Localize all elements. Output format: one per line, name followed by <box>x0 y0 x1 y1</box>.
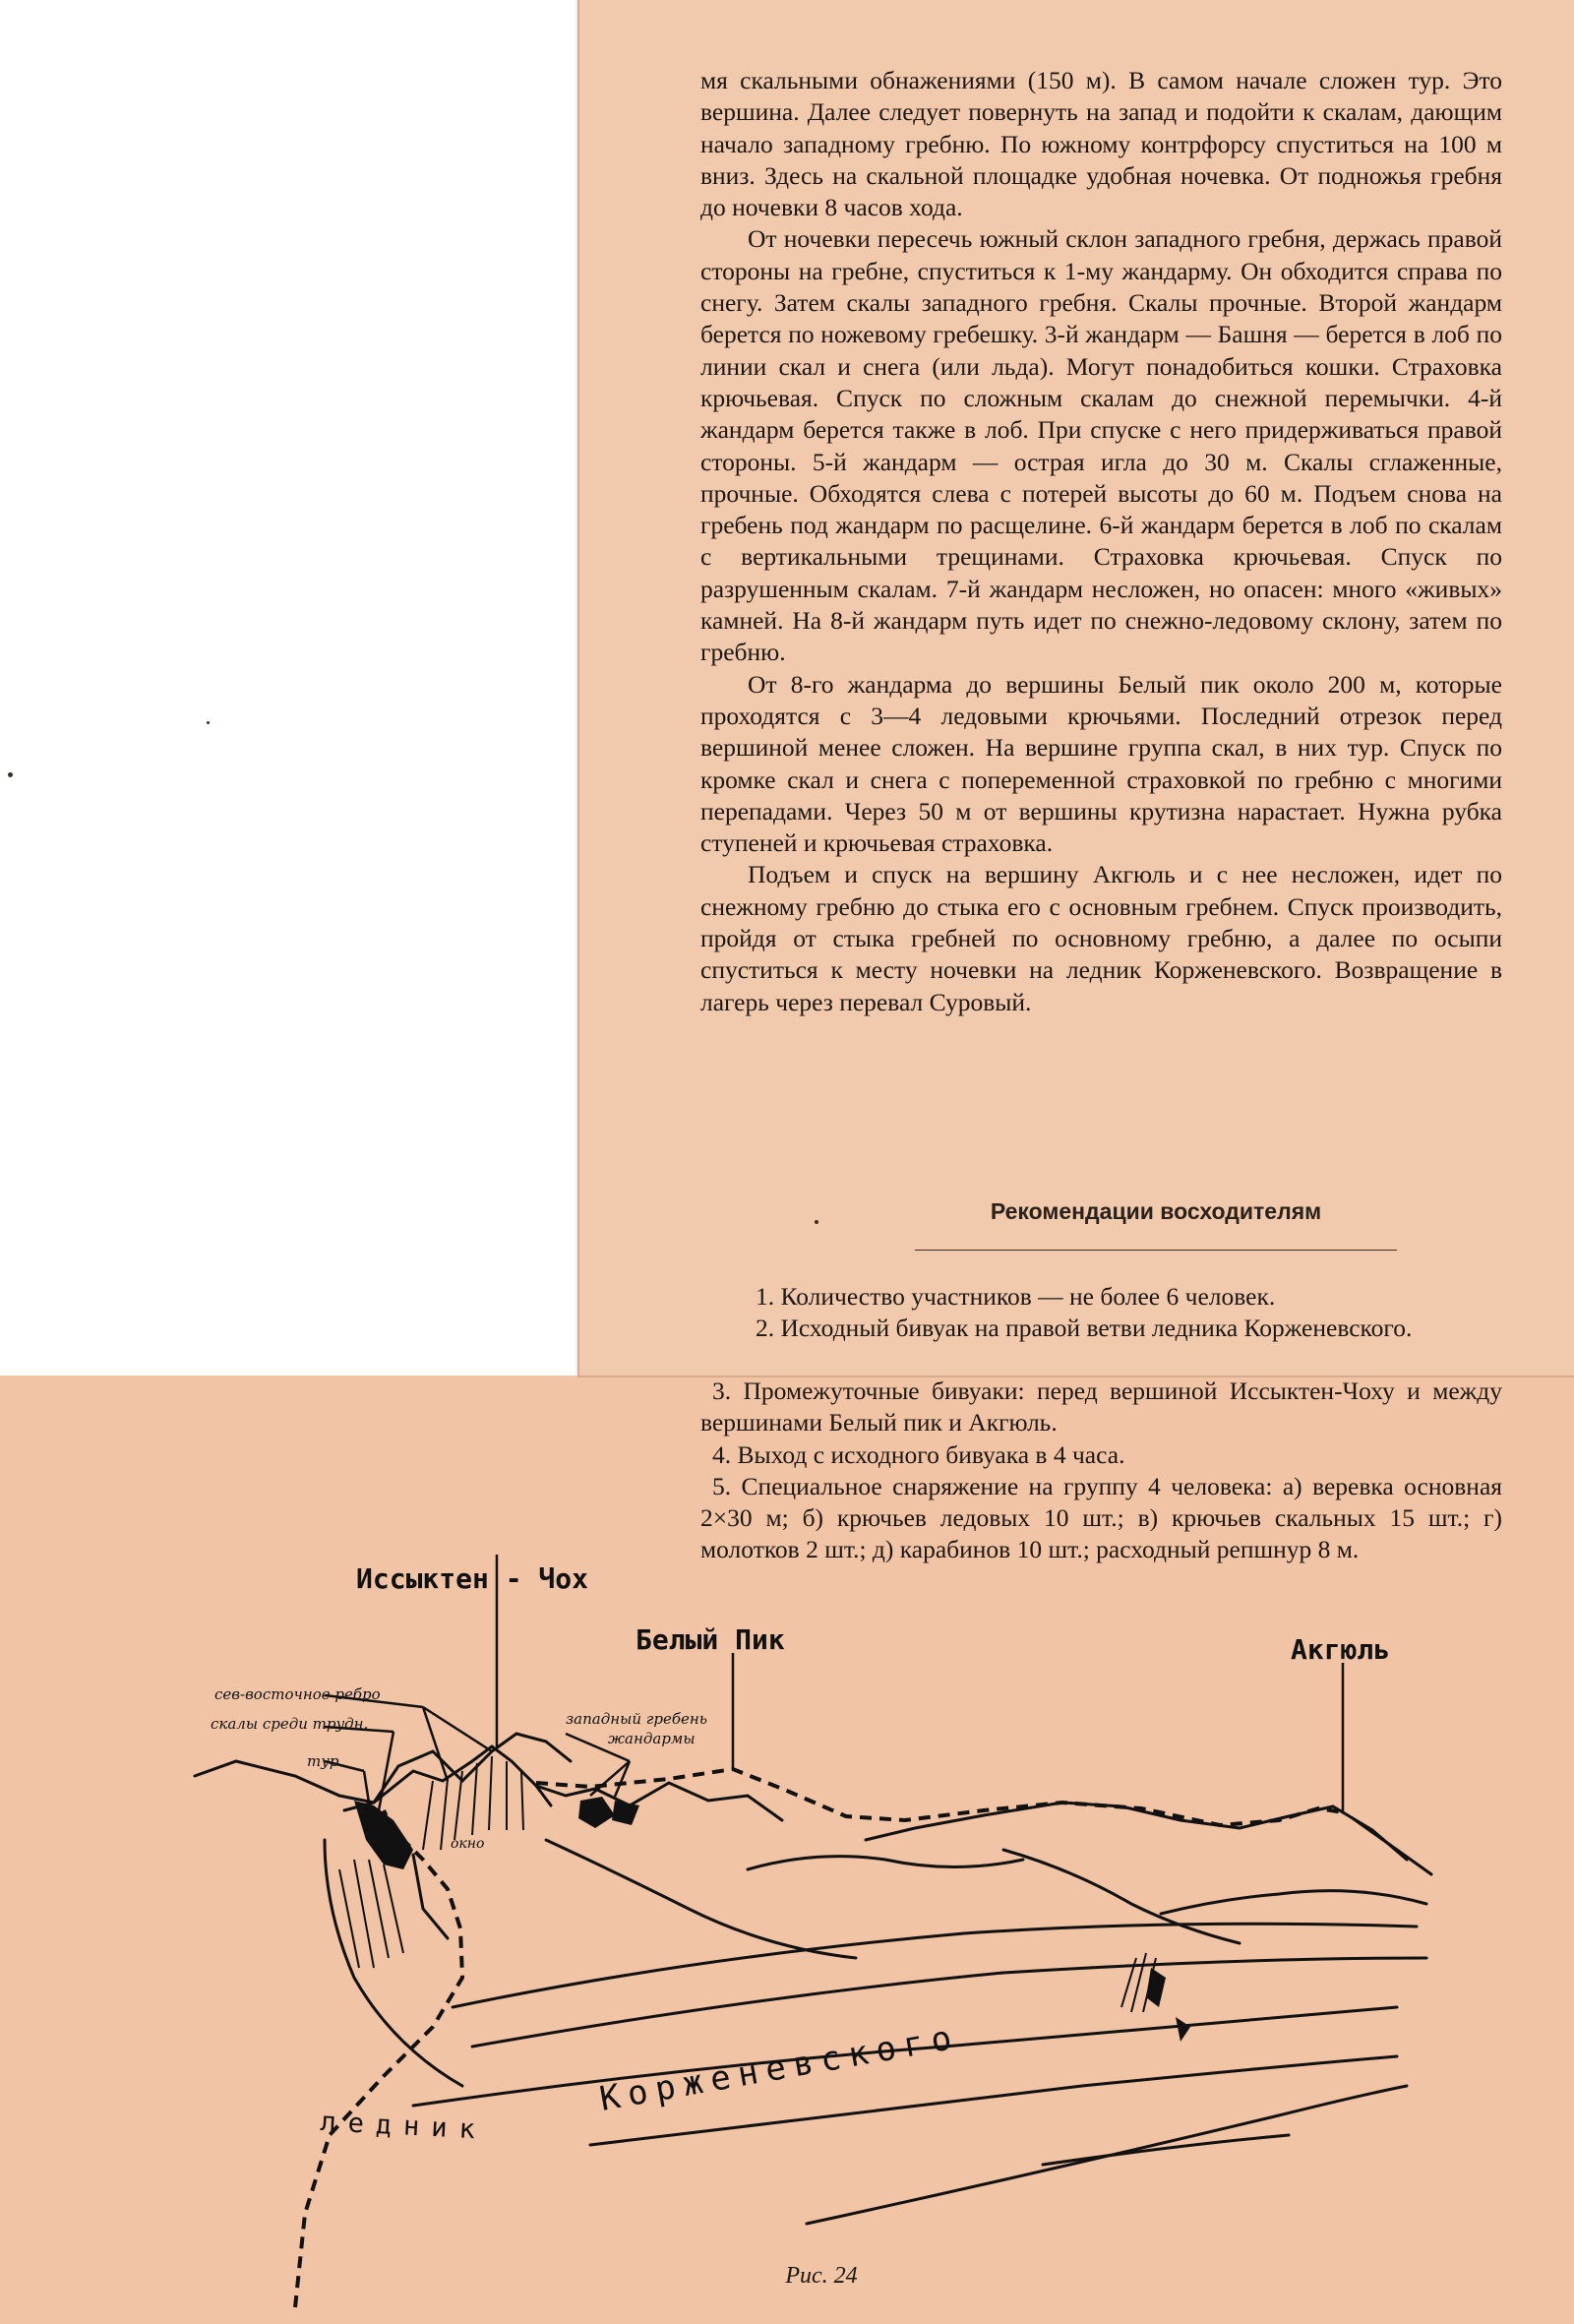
speck <box>207 721 210 724</box>
leader-line <box>423 1707 448 1781</box>
glacier-label-word1: ледник <box>319 2107 488 2146</box>
note-okno: окно <box>451 1836 485 1852</box>
note-rocks: скалы среди трудн. <box>211 1715 369 1733</box>
note-ne-rib: сев-восточное ребро <box>214 1685 381 1703</box>
glacier-line <box>453 1924 1417 2007</box>
paragraph: мя скальными обнажениями (150 м). В самом начале сложен тур. Это вершина. Далее следует повернуть на запад и подойти к скалам, дающим начало западному гребню. По южному контрфорсу спуститься на 100 м вниз. Здесь на скальной площадке удобная ночевка. От подножья гребня до ночевки 8 часов хода. <box>700 66 1502 222</box>
ridge-line <box>536 1783 782 1820</box>
leader-line <box>364 1771 369 1803</box>
ridge-line <box>866 1803 1431 1874</box>
paragraph: Подъем и спуск на вершину Акгюль и с нее несложен, идет по снежному гребню до стыка его с основным гребнем. Спуск производить, пройдя от стыка гребней по основному гребню, а далее по осыпи спуститься к месту ночевки на ледник Корженевского. Возвращение в лагерь через перевал Суровый. <box>700 860 1502 1016</box>
list-item: 5. Специальное снаряжение на группу 4 человека: а) веревка основная 2×30 м; б) крючьев ледовых 10 шт.; в) крючьев скальных 15 шт.; г) молотков 2 шт.; д) карабинов 10 шт.; расходный репшнур 8 м. <box>700 1471 1502 1564</box>
heading-rule <box>915 1250 1397 1251</box>
caption-text: Рис. 24 <box>785 2263 858 2289</box>
list-item: 1. Количество участников — не более 6 человек. <box>756 1282 1276 1311</box>
peak-label-issykten: Иссыктен - Чох <box>356 1562 589 1595</box>
list-item: 2. Исходный бивуак на правой ветви ледника Корженевского. <box>756 1314 1413 1343</box>
peak-label-bely: Белый Пик <box>636 1623 785 1656</box>
hatching <box>1121 1953 1156 2012</box>
speck <box>8 772 13 777</box>
mountain-sketch <box>0 1376 1574 2324</box>
rock-mass <box>612 1801 639 1825</box>
list-item: 3. Промежуточные бивуаки: перед вершиной Иссыктен-Чоху и между вершинами Белый пик и Акгюль. <box>700 1376 1502 1437</box>
glacier-label-word2: Корженевского <box>596 2017 963 2119</box>
note-tur: тур <box>307 1752 339 1770</box>
list-item: 4. Выход с исходного бивуака в 4 часа. <box>712 1439 1125 1469</box>
glacier-line <box>1043 2135 1289 2165</box>
recommendations-list-part1 <box>700 1281 1502 1345</box>
paragraph: От 8-го жандарма до вершины Белый пик около 200 м, которые проходятся с 3—4 ледовыми крючьями. Последний отрезок перед вершиной менее сложен. На вершине группа скал, в них тур. Спуск по кромке скал и снега с попеременной страховкой по гребню с многими перепадами. Через 50 м от вершины крутизна нарастает. Нужна рубка ступеней и крючьевая страховка. <box>700 669 1502 858</box>
rock-mass <box>1176 2017 1190 2042</box>
route-description <box>700 65 1502 1018</box>
speck <box>815 1220 818 1224</box>
glacier-line <box>325 1840 462 2086</box>
figure-caption <box>0 2263 1574 2290</box>
hatching <box>339 1860 403 1968</box>
slope-line <box>748 1857 1023 1869</box>
slope-line <box>1161 1891 1426 1914</box>
white-backing-sheet <box>0 0 575 1488</box>
section-heading: Рекомендации восходителям <box>990 1198 1322 1224</box>
leader-line <box>379 1732 394 1810</box>
peak-label-akgyul: Акгюль <box>1291 1633 1391 1666</box>
note-gendarmes: жандармы <box>608 1730 696 1747</box>
leader-line <box>423 1707 492 1751</box>
paragraph: От ночевки пересечь южный склон западного гребня, держась правой стороны на гребне, спуститься к 1-му жандарму. Он обходится справа по снегу. Затем скалы западного гребня. Скалы прочные. Второй жандарм берется по ножевому гребешку. 3-й жандарм — Башня — берется в лоб по линии скал и снега (или льда). Могут понадобиться кошки. Страховка крючьевая. Спуск по сложным скалам до снежной перемычки. 4-й жандарм берется также в лоб. При спуске с него придерживаться правой стороны. 5-й жандарм — острая игла до 30 м. Скалы сглаженные, прочные. Обходятся слева с потерей высоты до 60 м. Подъем снова на гребень под жандарм по расщелине. 6-й жандарм берется в лоб по скалам с вертикальными трещинами. Страховка крючьевая. Спуск по разрушенным скалам. 7-й жандарм несложен, но опасен: много «живых» камней. На 8-й жандарм путь идет по снежно-ледовому склону, затем по гребню. <box>700 224 1502 667</box>
rock-mass <box>578 1797 615 1828</box>
clipping-edge <box>577 0 579 1377</box>
note-west-ridge: западный гребень <box>566 1710 707 1728</box>
